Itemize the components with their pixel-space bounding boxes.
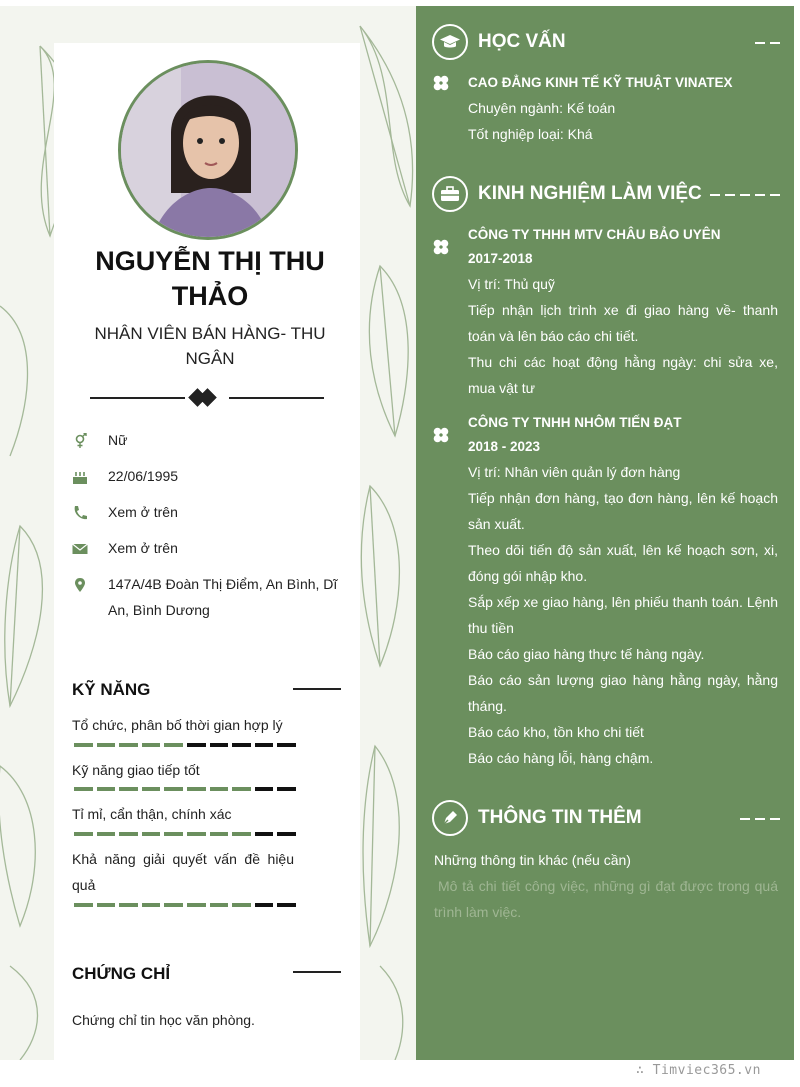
skill-level-segment xyxy=(74,832,93,836)
graduation-cap-icon xyxy=(432,24,468,60)
skill-level-segment xyxy=(187,903,206,907)
certificates-title: CHỨNG CHỈ xyxy=(72,964,171,983)
skill-level-segment xyxy=(232,832,251,836)
job-company: CÔNG TY TNHH NHÔM TIẾN ĐẠT xyxy=(468,415,682,430)
skill-level-segment xyxy=(164,903,183,907)
job-title: NHÂN VIÊN BÁN HÀNG- THU NGÂN xyxy=(94,324,326,368)
skill-level-segment xyxy=(97,903,116,907)
info-text: Xem ở trên xyxy=(108,540,178,556)
job-detail: Theo dõi tiến độ sản xuất, lên kế hoạch sơn, xi, đóng gói nhập kho. xyxy=(468,542,778,584)
job-detail: Báo cáo hàng lỗi, hàng chậm. xyxy=(468,750,654,766)
skills-title-line xyxy=(293,688,341,690)
skill-level-segment xyxy=(255,832,274,836)
skill-level-segment xyxy=(97,787,116,791)
info-text: Xem ở trên xyxy=(108,504,178,520)
skill-name: Tổ chức, phân bố thời gian hợp lý xyxy=(72,717,283,733)
education-grade: Tốt nghiệp loại: Khá xyxy=(468,126,593,142)
skill-level-segment xyxy=(210,832,229,836)
education-header xyxy=(432,24,780,60)
skill-level-bar xyxy=(74,743,296,747)
skill-name: Tỉ mỉ, cẩn thận, chính xác xyxy=(72,806,232,822)
ornament-divider xyxy=(90,388,324,408)
job-detail: Thu chi các hoạt động hằng ngày: chi sửa xe, mua vật tư xyxy=(468,354,778,396)
job-detail: Báo cáo kho, tồn kho chi tiết xyxy=(468,724,644,740)
candidate-name: NGUYỄN THỊ THU THẢO xyxy=(95,246,325,311)
education-major: Chuyên ngành: Kế toán xyxy=(468,100,616,116)
skill-level-segment xyxy=(232,743,251,747)
skill-level-segment xyxy=(277,832,296,836)
skill-level-segment xyxy=(119,903,138,907)
site-watermark: ∴ Timviec365.vn xyxy=(636,1063,761,1078)
education-school: CAO ĐẲNG KINH TẾ KỸ THUẬT VINATEX xyxy=(468,75,733,90)
additional-info-text: Những thông tin khác (nếu cần) xyxy=(434,852,631,868)
skill-level-segment xyxy=(97,743,116,747)
job-position: Vị trí: Thủ quỹ xyxy=(468,276,555,292)
clover-icon xyxy=(432,238,450,256)
skill-level-segment xyxy=(74,903,93,907)
clover-icon xyxy=(432,426,450,444)
info-text: 147A/4B Đoàn Thị Điểm, An Bình, Dĩ An, Bình Dương xyxy=(108,576,338,618)
job-period: 2017-2018 xyxy=(468,251,533,266)
clover-icon xyxy=(432,74,450,92)
skill-level-segment xyxy=(142,903,161,907)
skill-level-segment xyxy=(210,743,229,747)
skill-level-segment xyxy=(142,832,161,836)
certificate-text: Chứng chỉ tin học văn phòng. xyxy=(72,1012,255,1028)
right-column xyxy=(416,6,794,1060)
pen-icon xyxy=(432,800,468,836)
job-period: 2018 - 2023 xyxy=(468,439,541,454)
skill-level-segment xyxy=(164,743,183,747)
skill-level-segment xyxy=(164,832,183,836)
skill-level-segment xyxy=(210,787,229,791)
certificates-title-line xyxy=(293,971,341,973)
skills-title: KỸ NĂNG xyxy=(72,680,151,699)
skill-level-segment xyxy=(277,743,296,747)
phone-icon xyxy=(72,503,88,519)
skill-name: Kỹ năng giao tiếp tốt xyxy=(72,762,200,778)
skill-level-segment xyxy=(210,903,229,907)
skill-level-segment xyxy=(74,787,93,791)
skill-level-segment xyxy=(187,832,206,836)
skill-level-segment xyxy=(74,743,93,747)
job-detail: Báo cáo giao hàng thực tế hàng ngày. xyxy=(468,646,705,662)
job-detail: Tiếp nhận lịch trình xe đi giao hàng về- thanh toán và lên báo cáo chi tiết. xyxy=(468,302,778,344)
skill-level-segment xyxy=(255,903,274,907)
skill-level-segment xyxy=(277,787,296,791)
additional-info-header xyxy=(432,800,780,836)
header-dash-line xyxy=(755,42,780,44)
skill-name: Khả năng giải quyết vấn đề hiệu quả xyxy=(72,851,294,893)
education-title: HỌC VẤN xyxy=(478,31,566,52)
map-marker-icon xyxy=(72,575,88,591)
skill-level-bar xyxy=(74,787,296,791)
experience-header xyxy=(432,176,780,212)
experience-title: KINH NGHIỆM LÀM VIỆC xyxy=(478,183,702,204)
gender-icon xyxy=(72,431,88,447)
birthday-cake-icon xyxy=(72,467,88,483)
skill-level-segment xyxy=(187,743,206,747)
skill-level-segment xyxy=(119,832,138,836)
profile-photo xyxy=(118,60,298,240)
skill-level-segment xyxy=(97,832,116,836)
skill-level-segment xyxy=(232,787,251,791)
job-detail: Tiếp nhận đơn hàng, tạo đơn hàng, lên kế hoạch sản xuất. xyxy=(468,490,778,532)
header-dash-line xyxy=(740,818,780,820)
additional-info-placeholder: Mô tả chi tiết công việc, những gì đạt được trong quá trình làm việc. xyxy=(434,878,778,920)
envelope-icon xyxy=(72,539,88,555)
job-detail: Sắp xếp xe giao hàng, lên phiếu thanh toán. Lệnh thu tiền xyxy=(468,594,778,636)
skill-level-segment xyxy=(119,743,138,747)
skill-level-segment xyxy=(164,787,183,791)
additional-info-title: THÔNG TIN THÊM xyxy=(478,807,642,828)
skill-level-segment xyxy=(119,787,138,791)
briefcase-icon xyxy=(432,176,468,212)
info-text: Nữ xyxy=(108,432,128,448)
job-position: Vị trí: Nhân viên quản lý đơn hàng xyxy=(468,464,681,480)
skill-level-segment xyxy=(187,787,206,791)
skill-level-segment xyxy=(142,787,161,791)
skill-level-segment xyxy=(232,903,251,907)
skill-level-segment xyxy=(142,743,161,747)
skill-level-bar xyxy=(74,832,296,836)
job-detail: Báo cáo sản lượng giao hàng hằng ngày, hằng tháng. xyxy=(468,672,778,714)
skill-level-segment xyxy=(255,743,274,747)
skill-level-segment xyxy=(277,903,296,907)
info-text: 22/06/1995 xyxy=(108,468,179,484)
job-company: CÔNG TY THHH MTV CHÂU BẢO UYÊN xyxy=(468,227,721,242)
skill-level-segment xyxy=(255,787,274,791)
header-dash-line xyxy=(710,194,780,196)
skill-level-bar xyxy=(74,903,296,907)
